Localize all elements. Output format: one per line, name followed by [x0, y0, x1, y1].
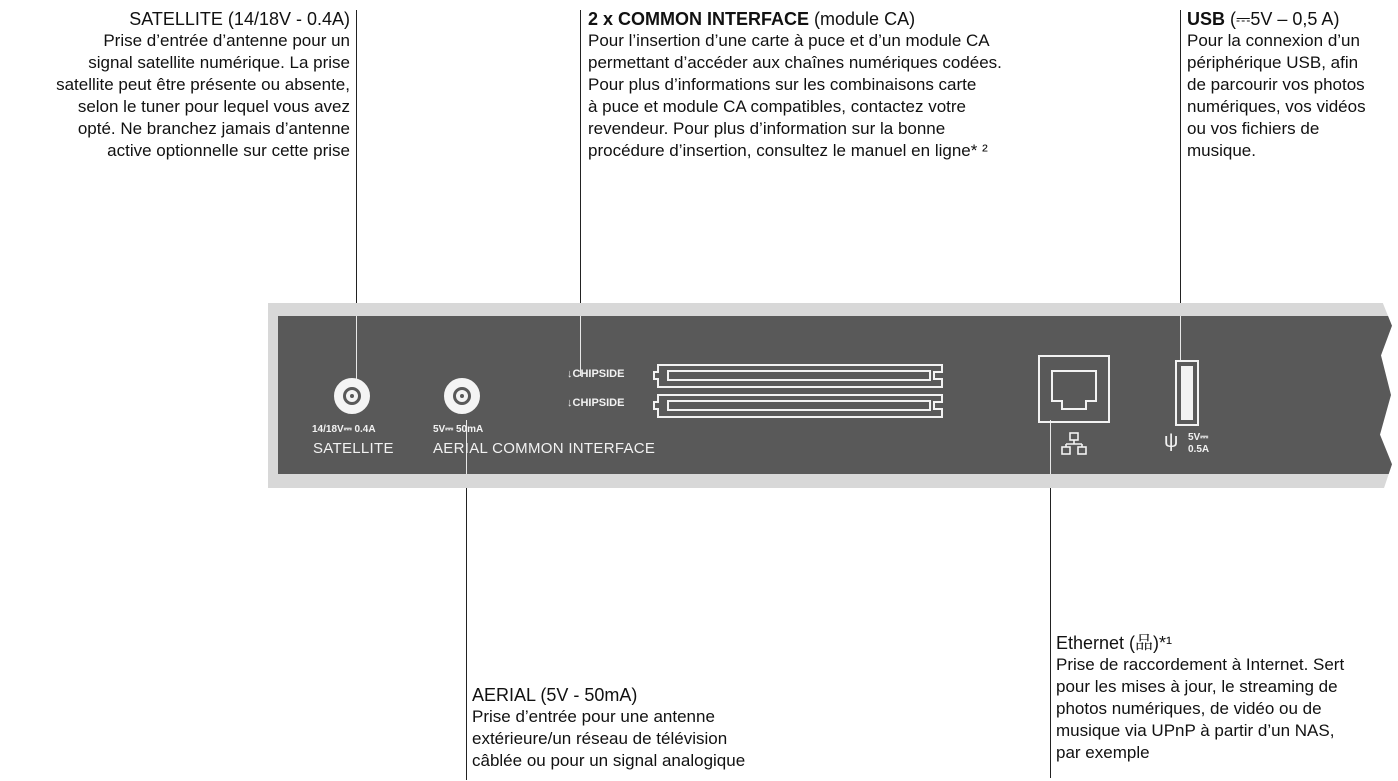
ci-slot-1-icon [652, 363, 952, 389]
common-interface-callout-title [588, 8, 1048, 30]
chipside-label-1: ↓CHIPSIDE [567, 368, 625, 380]
usb-callout [1187, 8, 1398, 162]
satellite-connector-icon [334, 378, 370, 414]
chipside-label-2: ↓CHIPSIDE [567, 397, 625, 409]
ci-leader-over-panel [580, 316, 581, 376]
ethernet-port-icon [1038, 355, 1110, 423]
usb-title-rest: (⎓5V – 0,5 A) [1225, 9, 1340, 29]
satellite-callout-title: SATELLITE (14/18V - 0.4A) [129, 9, 350, 29]
aerial-callout [472, 684, 852, 772]
ethernet-callout [1056, 632, 1398, 764]
ethernet-callout-title: Ethernet (品)*¹ [1056, 633, 1173, 653]
aerial-callout-body: Prise d’entrée pour une antenne extérieure/un réseau de télévision câblée ou pour un signal analogique [472, 707, 746, 770]
common-interface-callout-body: Pour l’insertion d’une carte à puce et d’un module CA permettant d’accéder aux chaînes numériques codées. Pour plus d’informations sur les combinaisons carte à puce et module CA compatibles, contactez votre revendeur. Pour plus d’information sur la bonne procédure d’insertion, consultez le manuel en ligne* ² [588, 31, 1002, 160]
ethernet-callout-body: Prise de raccordement à Internet. Sert pour les mises à jour, le streaming de photos numériques, de vidéo ou de musique via UPnP à partir d’un NAS, par exemple [1056, 655, 1345, 762]
satellite-callout-body: Prise d’entrée d’antenne pour un signal satellite numérique. La prise satellite peut être présente ou absente, selon le tuner pour lequel vous avez opté. Ne branchez jamais d’antenne active optionnelle sur cette prise [56, 31, 350, 160]
usb-callout-title [1187, 8, 1398, 30]
usb-title-strong: USB [1187, 9, 1226, 29]
aerial-ci-port-label: AERIAL COMMON INTERFACE [433, 440, 656, 457]
aerial-spec-label: 5V⎓ 50mA [433, 424, 484, 435]
common-interface-title-strong: 2 x COMMON INTERFACE [588, 9, 810, 29]
common-interface-callout [588, 8, 1048, 162]
ci-slot-2-icon [652, 393, 952, 419]
usb-spec-line-2: 0.5A [1188, 444, 1210, 455]
network-symbol-icon [1061, 432, 1087, 456]
satellite-leader-over-panel [356, 316, 357, 382]
satellite-callout [0, 8, 350, 162]
satellite-spec-label: 14/18V⎓ 0.4A [312, 424, 376, 435]
usb-leader-over-panel [1180, 316, 1181, 362]
common-interface-title-rest: (module CA) [809, 9, 916, 29]
usb-spec-line-1: 5V⎓ [1188, 432, 1209, 443]
ethernet-leader-over-panel [1050, 420, 1051, 474]
usb-port-icon [1175, 360, 1199, 426]
aerial-callout-title: AERIAL (5V - 50mA) [472, 685, 638, 705]
usb-callout-body: Pour la connexion d’un périphérique USB, afin de parcourir vos photos numériques, vos vidéos ou vos fichiers de musique. [1187, 31, 1366, 160]
ethernet-socket-shape [1040, 357, 1108, 421]
aerial-connector-icon [444, 378, 480, 414]
satellite-port-label: SATELLITE [313, 440, 394, 457]
usb-trident-icon: ψ [1164, 430, 1179, 452]
